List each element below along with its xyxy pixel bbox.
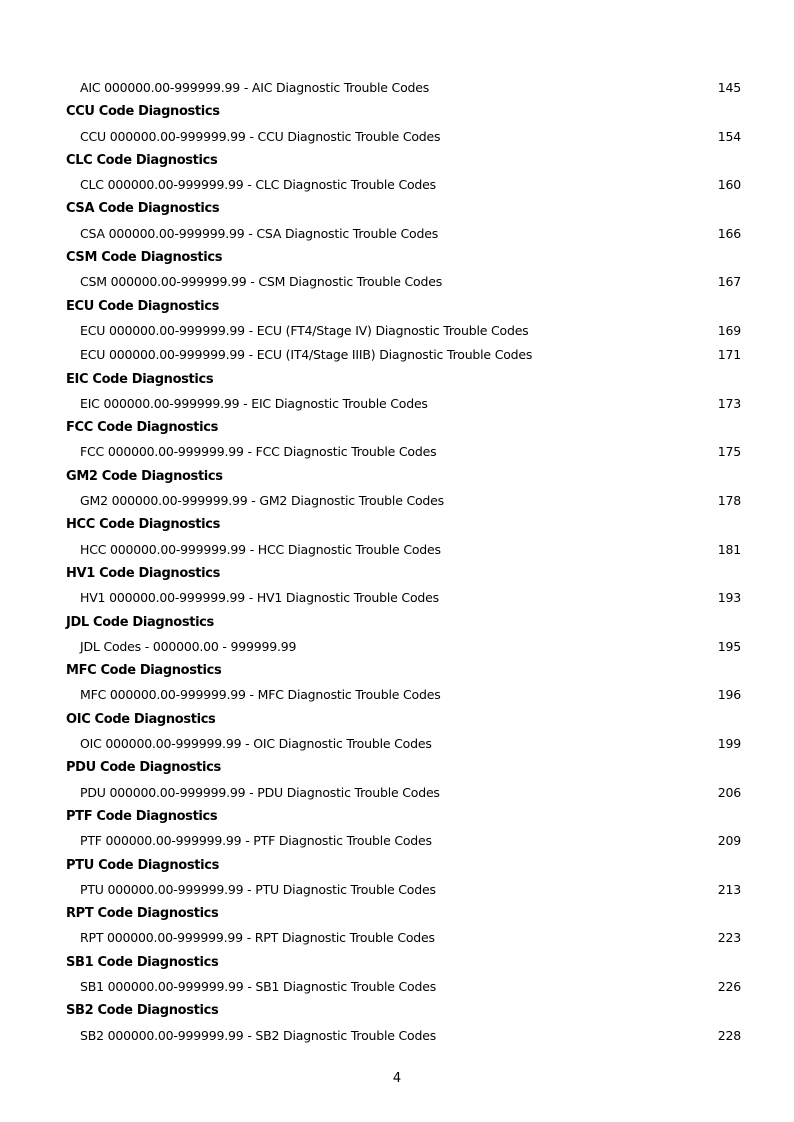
toc-section-heading[interactable]: FCC Code Diagnostics bbox=[66, 420, 218, 436]
toc-entry-page-number: 178 bbox=[717, 493, 741, 509]
toc-entry-page-number: 175 bbox=[717, 444, 741, 460]
toc-entry-page-number: 228 bbox=[717, 1027, 741, 1043]
toc-entry-page-number: 199 bbox=[717, 736, 741, 752]
toc-entry[interactable] bbox=[0, 586, 794, 610]
toc-section-heading[interactable]: PDU Code Diagnostics bbox=[66, 760, 221, 776]
toc-entry-page-number: 206 bbox=[717, 784, 741, 800]
toc-entry[interactable] bbox=[0, 635, 794, 659]
toc-entry-title: CLC 000000.00-999999.99 - CLC Diagnostic Trouble Codes bbox=[80, 177, 436, 193]
toc-section-heading[interactable]: ECU Code Diagnostics bbox=[66, 298, 219, 314]
toc-entry[interactable] bbox=[0, 538, 794, 562]
toc-entry[interactable] bbox=[0, 975, 794, 999]
toc-section-heading[interactable]: EIC Code Diagnostics bbox=[66, 371, 214, 387]
toc-entry-title: PTF 000000.00-999999.99 - PTF Diagnostic Trouble Codes bbox=[80, 833, 432, 849]
toc-entry[interactable] bbox=[0, 343, 794, 367]
toc-entry[interactable] bbox=[0, 173, 794, 197]
table-of-contents bbox=[0, 76, 794, 1048]
toc-section-heading[interactable]: RPT Code Diagnostics bbox=[66, 906, 219, 922]
toc-section-heading[interactable]: CSA Code Diagnostics bbox=[66, 201, 220, 217]
toc-section-heading[interactable]: SB1 Code Diagnostics bbox=[66, 954, 219, 970]
toc-entry[interactable] bbox=[0, 319, 794, 343]
toc-section-heading[interactable]: MFC Code Diagnostics bbox=[66, 663, 222, 679]
toc-entry-title: MFC 000000.00-999999.99 - MFC Diagnostic Trouble Codes bbox=[80, 687, 441, 703]
toc-entry-title: CSM 000000.00-999999.99 - CSM Diagnostic Trouble Codes bbox=[80, 274, 443, 290]
toc-section-heading[interactable]: GM2 Code Diagnostics bbox=[66, 468, 223, 484]
toc-entry-title: SB2 000000.00-999999.99 - SB2 Diagnostic Trouble Codes bbox=[80, 1027, 437, 1043]
toc-entry-page-number: 169 bbox=[717, 322, 741, 338]
toc-entry-page-number: 160 bbox=[717, 177, 741, 193]
toc-entry-page-number: 193 bbox=[717, 590, 741, 606]
toc-entry-page-number: 226 bbox=[717, 978, 741, 994]
toc-entry-title: JDL Codes - 000000.00 - 999999.99 bbox=[80, 638, 297, 654]
page-number: 4 bbox=[392, 1071, 402, 1086]
toc-entry[interactable] bbox=[0, 392, 794, 416]
toc-entry-page-number: 154 bbox=[717, 128, 741, 144]
toc-entry-page-number: 173 bbox=[717, 395, 741, 411]
toc-section-heading[interactable]: PTU Code Diagnostics bbox=[66, 857, 219, 873]
toc-entry[interactable] bbox=[0, 222, 794, 246]
toc-entry[interactable] bbox=[0, 125, 794, 149]
toc-entry-page-number: 223 bbox=[717, 930, 741, 946]
toc-entry[interactable] bbox=[0, 732, 794, 756]
toc-section-heading[interactable]: SB2 Code Diagnostics bbox=[66, 1003, 219, 1019]
toc-entry-title: PTU 000000.00-999999.99 - PTU Diagnostic Trouble Codes bbox=[80, 881, 436, 897]
toc-entry[interactable] bbox=[0, 878, 794, 902]
toc-entry[interactable] bbox=[0, 440, 794, 464]
toc-section-heading[interactable]: HV1 Code Diagnostics bbox=[66, 565, 220, 581]
toc-entry-page-number: 166 bbox=[717, 225, 741, 241]
toc-section-heading[interactable]: PTF Code Diagnostics bbox=[66, 808, 218, 824]
toc-section-heading[interactable]: CCU Code Diagnostics bbox=[66, 104, 220, 120]
toc-section-heading[interactable]: CLC Code Diagnostics bbox=[66, 152, 218, 168]
toc-entry-title: HV1 000000.00-999999.99 - HV1 Diagnostic Trouble Codes bbox=[80, 590, 439, 606]
toc-entry-page-number: 181 bbox=[717, 541, 741, 557]
toc-entry-title: SB1 000000.00-999999.99 - SB1 Diagnostic Trouble Codes bbox=[80, 978, 437, 994]
toc-entry-title: ECU 000000.00-999999.99 - ECU (FT4/Stage IV) Diagnostic Trouble Codes bbox=[80, 322, 529, 338]
toc-entry-page-number: 213 bbox=[717, 881, 741, 897]
toc-entry-title: EIC 000000.00-999999.99 - EIC Diagnostic Trouble Codes bbox=[80, 395, 428, 411]
toc-entry[interactable] bbox=[0, 683, 794, 707]
toc-entry[interactable] bbox=[0, 76, 794, 100]
toc-entry-title: GM2 000000.00-999999.99 - GM2 Diagnostic Trouble Codes bbox=[80, 493, 444, 509]
toc-section-heading[interactable]: JDL Code Diagnostics bbox=[66, 614, 214, 630]
toc-entry-title: AIC 000000.00-999999.99 - AIC Diagnostic Trouble Codes bbox=[80, 80, 430, 95]
toc-section-heading[interactable]: CSM Code Diagnostics bbox=[66, 250, 223, 266]
toc-entry-title: RPT 000000.00-999999.99 - RPT Diagnostic Trouble Codes bbox=[80, 930, 435, 946]
toc-entry[interactable] bbox=[0, 489, 794, 513]
toc-section-heading[interactable]: HCC Code Diagnostics bbox=[66, 517, 220, 533]
toc-entry-title: OIC 000000.00-999999.99 - OIC Diagnostic Trouble Codes bbox=[80, 736, 432, 752]
toc-entry-page-number: 167 bbox=[717, 274, 741, 290]
toc-entry-page-number: 195 bbox=[717, 638, 741, 654]
toc-entry-title: CSA 000000.00-999999.99 - CSA Diagnostic Trouble Codes bbox=[80, 225, 439, 241]
toc-entry[interactable] bbox=[0, 1024, 794, 1048]
toc-entry-page-number: 196 bbox=[717, 687, 741, 703]
toc-entry[interactable] bbox=[0, 781, 794, 805]
toc-entry[interactable] bbox=[0, 829, 794, 853]
toc-entry-page-number: 209 bbox=[717, 833, 741, 849]
toc-entry[interactable] bbox=[0, 926, 794, 950]
toc-entry-title: CCU 000000.00-999999.99 - CCU Diagnostic Trouble Codes bbox=[80, 128, 441, 144]
toc-section-heading[interactable]: OIC Code Diagnostics bbox=[66, 711, 216, 727]
toc-entry[interactable] bbox=[0, 270, 794, 294]
toc-entry-title: HCC 000000.00-999999.99 - HCC Diagnostic Trouble Codes bbox=[80, 541, 441, 557]
toc-entry-title: PDU 000000.00-999999.99 - PDU Diagnostic Trouble Codes bbox=[80, 784, 440, 800]
toc-entry-title: FCC 000000.00-999999.99 - FCC Diagnostic Trouble Codes bbox=[80, 444, 437, 460]
toc-entry-title: ECU 000000.00-999999.99 - ECU (IT4/Stage IIIB) Diagnostic Trouble Codes bbox=[80, 347, 533, 363]
toc-entry-page-number: 171 bbox=[717, 347, 741, 363]
toc-entry-page-number: 145 bbox=[717, 80, 741, 95]
